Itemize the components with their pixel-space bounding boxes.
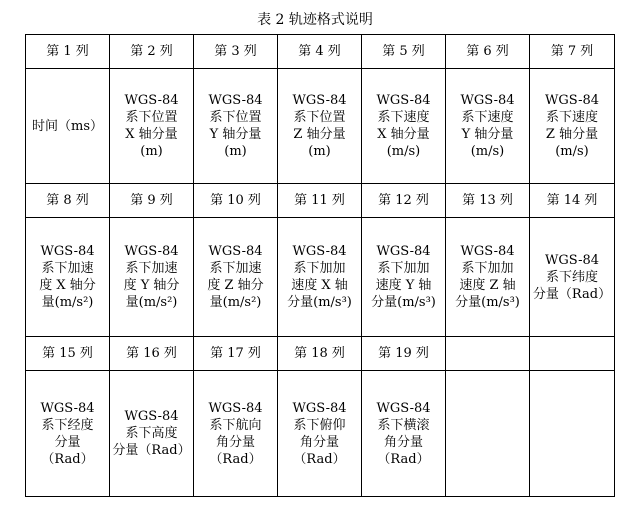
- column-description: [278, 371, 362, 497]
- header-row-2: [26, 184, 615, 218]
- description-row-1: [26, 69, 615, 184]
- column-description: [362, 371, 446, 497]
- empty-cell: [446, 371, 530, 497]
- column-description: [278, 69, 362, 184]
- column-description-text: WGS-84 系下高度 分量（Rad）: [112, 409, 191, 458]
- column-description-text: WGS-84 系下速度 X 轴分量 (m/s): [376, 93, 431, 159]
- column-header: 第 19 列: [362, 337, 446, 371]
- column-header: 第 12 列: [362, 184, 446, 218]
- column-description-text: WGS-84 系下加速 度 X 轴分 量(m/s²): [39, 244, 96, 310]
- column-header: 第 15 列: [26, 337, 110, 371]
- column-description-text: WGS-84 系下加加 速度 Y 轴 分量(m/s³): [371, 244, 436, 310]
- column-description: [26, 69, 110, 184]
- column-description-text: WGS-84 系下加加 速度 X 轴 分量(m/s³): [287, 244, 352, 310]
- column-description: [110, 218, 194, 337]
- column-header: 第 17 列: [194, 337, 278, 371]
- column-description: [26, 218, 110, 337]
- column-header: 第 13 列: [446, 184, 530, 218]
- column-description-text: WGS-84 系下位置 Y 轴分量 (m): [208, 93, 263, 159]
- header-row-3: [26, 337, 615, 371]
- column-description-text: WGS-84 系下位置 Z 轴分量 (m): [292, 93, 347, 159]
- column-header: 第 1 列: [26, 35, 110, 69]
- column-header: 第 7 列: [530, 35, 615, 69]
- column-description: [26, 371, 110, 497]
- table-caption: 表 2 轨迹格式说明: [257, 12, 373, 28]
- column-header: 第 18 列: [278, 337, 362, 371]
- column-description-text: WGS-84 系下速度 Z 轴分量 (m/s): [544, 93, 600, 159]
- column-header: 第 9 列: [110, 184, 194, 218]
- column-description-text: 时间（ms）: [32, 118, 103, 134]
- column-description: [194, 371, 278, 497]
- column-description: [530, 218, 615, 337]
- column-header: 第 10 列: [194, 184, 278, 218]
- column-description: [110, 371, 194, 497]
- column-description-text: WGS-84 系下加加 速度 Z 轴 分量(m/s³): [455, 244, 520, 310]
- empty-cell: [530, 337, 615, 371]
- column-description-text: WGS-84 系下加速 度 Z 轴分 量(m/s²): [207, 244, 264, 310]
- column-header: 第 16 列: [110, 337, 194, 371]
- column-description: [194, 218, 278, 337]
- column-description: [110, 69, 194, 184]
- column-description: [362, 218, 446, 337]
- header-row-1: [26, 35, 615, 69]
- trajectory-format-table: [25, 34, 615, 497]
- column-header: 第 14 列: [530, 184, 615, 218]
- column-description: [446, 69, 530, 184]
- column-description-text: WGS-84 系下经度 分量 （Rad）: [40, 400, 95, 467]
- column-description: [194, 69, 278, 184]
- column-description-text: WGS-84 系下俯仰 角分量 （Rad）: [292, 400, 347, 467]
- column-description-text: WGS-84 系下横滚 角分量 （Rad）: [376, 400, 431, 467]
- empty-cell: [530, 371, 615, 497]
- empty-cell: [446, 337, 530, 371]
- column-description-text: WGS-84 系下航向 角分量 （Rad）: [208, 400, 263, 467]
- description-row-2: [26, 218, 615, 337]
- column-header: 第 11 列: [278, 184, 362, 218]
- column-description: [362, 69, 446, 184]
- column-header: 第 6 列: [446, 35, 530, 69]
- column-header: 第 5 列: [362, 35, 446, 69]
- column-header: 第 8 列: [26, 184, 110, 218]
- column-description: [530, 69, 615, 184]
- description-row-3: [26, 371, 615, 497]
- column-description-text: WGS-84 系下加速 度 Y 轴分 量(m/s²): [123, 244, 180, 310]
- column-description-text: WGS-84 系下位置 X 轴分量 (m): [124, 93, 179, 159]
- column-header: 第 4 列: [278, 35, 362, 69]
- column-description: [278, 218, 362, 337]
- column-header: 第 2 列: [110, 35, 194, 69]
- column-description-text: WGS-84 系下速度 Y 轴分量 (m/s): [460, 93, 515, 159]
- column-header: 第 3 列: [194, 35, 278, 69]
- column-description: [446, 218, 530, 337]
- column-description-text: WGS-84 系下纬度 分量（Rad）: [532, 252, 612, 302]
